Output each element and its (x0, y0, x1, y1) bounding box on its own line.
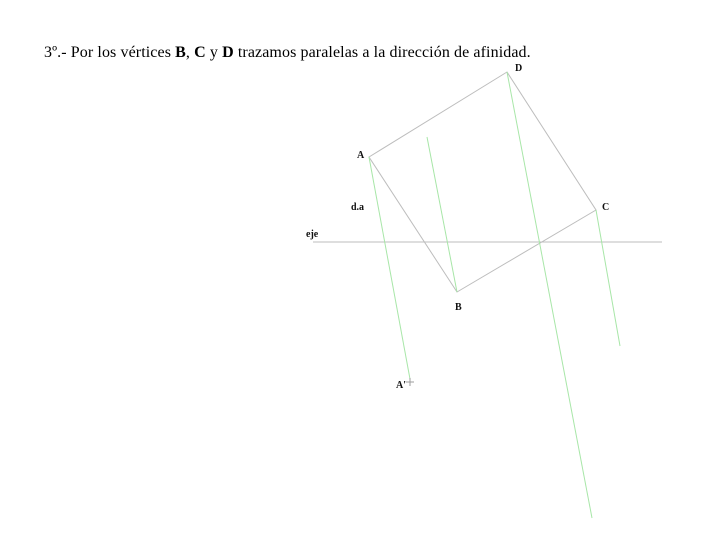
vertex-b-label: B (455, 302, 462, 313)
heading-text-1: 3º.- Por los vértices (44, 44, 176, 61)
vertex-a-prime-label: A' (396, 380, 406, 391)
square-abcd (369, 72, 596, 292)
vertex-d-label: D (515, 63, 523, 74)
affinity-direction-line-a (369, 157, 410, 379)
point-a-prime-marker (406, 378, 414, 386)
vertex-a-label: A (357, 150, 365, 161)
axis-label: eje (306, 229, 319, 240)
parallel-through-d (507, 72, 592, 518)
affinity-direction-label: d.a (351, 202, 365, 213)
heading-text-3: y (205, 44, 223, 61)
vertex-c-ref: C (194, 44, 206, 61)
parallel-through-c (596, 210, 620, 346)
heading-text-2: , (185, 44, 195, 61)
vertex-d-ref: D (222, 44, 234, 61)
vertex-c-label: C (602, 202, 610, 213)
vertex-b-ref: B (175, 44, 186, 61)
heading-text-4: trazamos paralelas a la dirección de afinidad. (233, 44, 531, 61)
